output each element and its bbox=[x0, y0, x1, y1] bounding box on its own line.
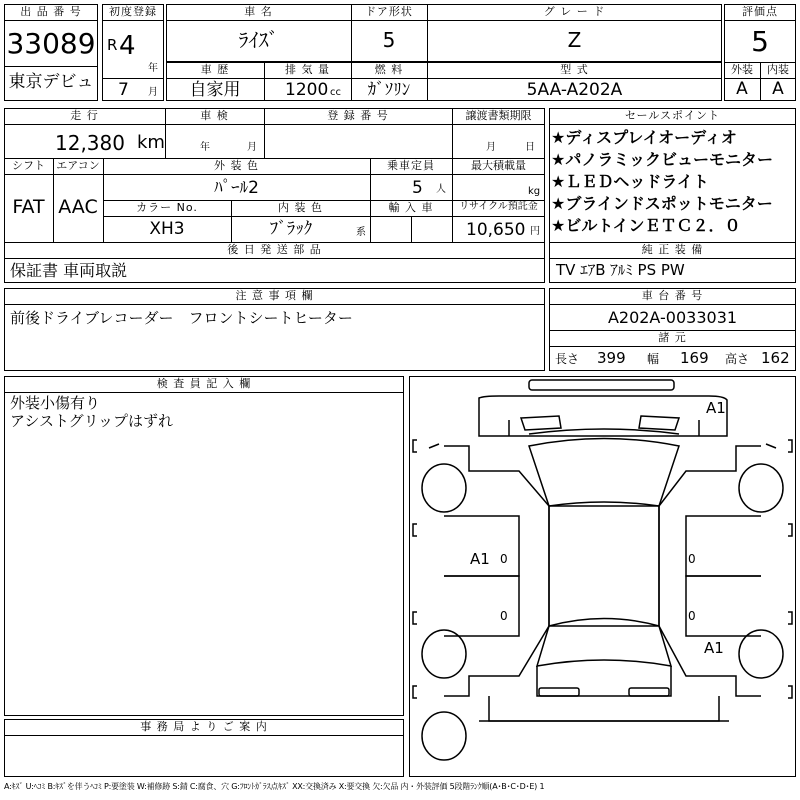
sales-point: ★ブラインドスポットモニター bbox=[551, 194, 773, 213]
int-grade-value: A bbox=[772, 79, 784, 99]
shift-value: FAT bbox=[12, 196, 45, 218]
color-number-label: カラー No. bbox=[136, 201, 198, 214]
month-unit: 月 bbox=[148, 87, 158, 98]
inspector-label: 検 査 員 記 入 欄 bbox=[156, 377, 252, 390]
capacity-value: 5 bbox=[412, 178, 423, 198]
zero-mark: 0 bbox=[500, 552, 508, 566]
mileage-value: 12,380 bbox=[55, 131, 125, 155]
inspector-line: 外装小傷有り bbox=[10, 394, 101, 412]
model-value: 5AA-A202A bbox=[526, 80, 623, 100]
damage-mark: A1 bbox=[704, 639, 724, 657]
aircon-value: AAC bbox=[58, 196, 98, 218]
sales-point: ★ＬＥＤヘッドライト bbox=[551, 172, 709, 191]
zero-mark: 0 bbox=[688, 552, 696, 566]
history-label: 車 歴 bbox=[200, 63, 230, 76]
sales-points-label: セールスポイント bbox=[624, 109, 720, 122]
notes-text: 前後ドライブレコーダー フロントシートヒーター bbox=[10, 309, 353, 327]
capacity-label: 乗車定員 bbox=[387, 159, 435, 172]
car-name: ﾗｲｽﾞ bbox=[238, 28, 279, 52]
reg-year: 4 bbox=[119, 31, 136, 61]
score-value: 5 bbox=[751, 25, 769, 58]
history-value: 自家用 bbox=[189, 80, 241, 100]
height-label: 高さ bbox=[725, 352, 750, 366]
model-label: 型 式 bbox=[560, 63, 589, 76]
chassis-label: 車 台 番 号 bbox=[641, 289, 704, 302]
damage-mark: A1 bbox=[706, 399, 726, 417]
inspection-label: 車 検 bbox=[200, 109, 229, 122]
lot-number-label: 出 品 番 号 bbox=[20, 5, 82, 18]
fuel-value: ｶﾞｿﾘﾝ bbox=[367, 80, 411, 100]
interior-color-value: ﾌﾞﾗｯｸ bbox=[269, 219, 313, 239]
grade-value: Z bbox=[567, 28, 582, 52]
legend: A:ｷｽﾞ U:ﾍｺﾐ B:ｷｽﾞを伴うﾍｺﾐ P:要塗装 W:補修跡 S:錆 C:腐食、穴 G:ﾌﾛﾝﾄｶﾞﾗｽ点ｷｽﾞ XX:交換済み X:要交換 欠:欠品 内・外装評価 5段階ﾗﾝｸ順(A･B･C･D･E) 1 bbox=[4, 782, 545, 791]
mileage-label: 走 行 bbox=[70, 109, 99, 122]
transfer-day-unit: 日 bbox=[525, 142, 535, 153]
inspection-year-unit: 年 bbox=[200, 142, 210, 153]
door-value: 5 bbox=[382, 28, 396, 52]
year-unit: 年 bbox=[148, 63, 158, 74]
sales-point: ★パノラミックビューモニター bbox=[551, 150, 774, 169]
recycle-value: 10,650 bbox=[466, 220, 526, 240]
import-label: 輸 入 車 bbox=[388, 201, 434, 214]
car-diagram bbox=[409, 376, 796, 777]
zero-mark: 0 bbox=[500, 609, 508, 623]
era: R bbox=[107, 36, 118, 54]
transfer-month-unit: 月 bbox=[486, 142, 496, 153]
first-registration-label: 初度登録 bbox=[109, 5, 157, 18]
inspector-line: アシストグリップはずれ bbox=[10, 412, 174, 430]
registration-number-label: 登 録 番 号 bbox=[327, 109, 389, 122]
width-label: 幅 bbox=[647, 352, 660, 366]
shift-label: シフト bbox=[12, 159, 45, 172]
debut-badge: 東京デビュ bbox=[8, 72, 94, 92]
displacement-label: 排 気 量 bbox=[285, 63, 330, 76]
damage-mark: A1 bbox=[470, 550, 490, 568]
max-load-label: 最大積載量 bbox=[471, 159, 526, 172]
dims-label: 諸 元 bbox=[658, 331, 687, 344]
ext-grade-label: 外装 bbox=[731, 63, 753, 76]
inspection-month-unit: 月 bbox=[247, 142, 257, 153]
length-label: 長さ bbox=[555, 352, 580, 366]
interior-color-label: 内 装 色 bbox=[278, 201, 323, 214]
score-label: 評価点 bbox=[742, 5, 778, 18]
lot-number: 33089 bbox=[6, 27, 96, 60]
notes-label: 注 意 事 項 欄 bbox=[235, 289, 314, 302]
grade-label: グ レ ー ド bbox=[543, 5, 606, 18]
later-parts-value: 保証書 車両取説 bbox=[10, 261, 128, 280]
ext-grade-value: A bbox=[736, 79, 748, 99]
door-label: ドア形状 bbox=[365, 5, 413, 18]
aircon-label: エアコン bbox=[56, 159, 100, 172]
recycle-unit: 円 bbox=[530, 226, 540, 237]
int-grade-label: 内装 bbox=[767, 63, 789, 76]
sales-point: ★ビルトインＥＴＣ２．０ bbox=[551, 216, 741, 235]
color-number-value: XH3 bbox=[149, 219, 185, 239]
width-value: 169 bbox=[680, 349, 709, 367]
displacement-value: 1200 bbox=[285, 80, 329, 100]
height-value: 162 bbox=[761, 349, 790, 367]
equipment-label: 純 正 装 備 bbox=[641, 243, 704, 256]
later-parts-label: 後 日 発 送 部 品 bbox=[227, 243, 322, 256]
capacity-unit: 人 bbox=[436, 184, 446, 195]
equipment-value: TV ｴｱB ｱﾙﾐ PS PW bbox=[556, 261, 685, 279]
length-value: 399 bbox=[597, 349, 626, 367]
recycle-label: リサイクル預託金 bbox=[459, 201, 538, 212]
car-name-label: 車 名 bbox=[244, 5, 273, 18]
displacement-unit: cc bbox=[330, 87, 341, 98]
exterior-color-label: 外 装 色 bbox=[214, 159, 259, 172]
exterior-color-value: ﾊﾟｰﾙ2 bbox=[214, 178, 259, 198]
zero-mark: 0 bbox=[688, 609, 696, 623]
mileage-unit: km bbox=[137, 132, 165, 153]
max-load-unit: kg bbox=[528, 186, 541, 197]
sales-point: ★ディスプレイオーディオ bbox=[551, 128, 737, 147]
interior-color-unit: 系 bbox=[356, 227, 366, 238]
transfer-deadline-label: 譲渡書類期限 bbox=[465, 109, 532, 122]
chassis-number: A202A-0033031 bbox=[607, 308, 738, 327]
reg-month: 7 bbox=[118, 80, 129, 100]
fuel-label: 燃 料 bbox=[374, 63, 404, 76]
office-label: 事 務 局 よ り ご 案 内 bbox=[140, 720, 268, 733]
